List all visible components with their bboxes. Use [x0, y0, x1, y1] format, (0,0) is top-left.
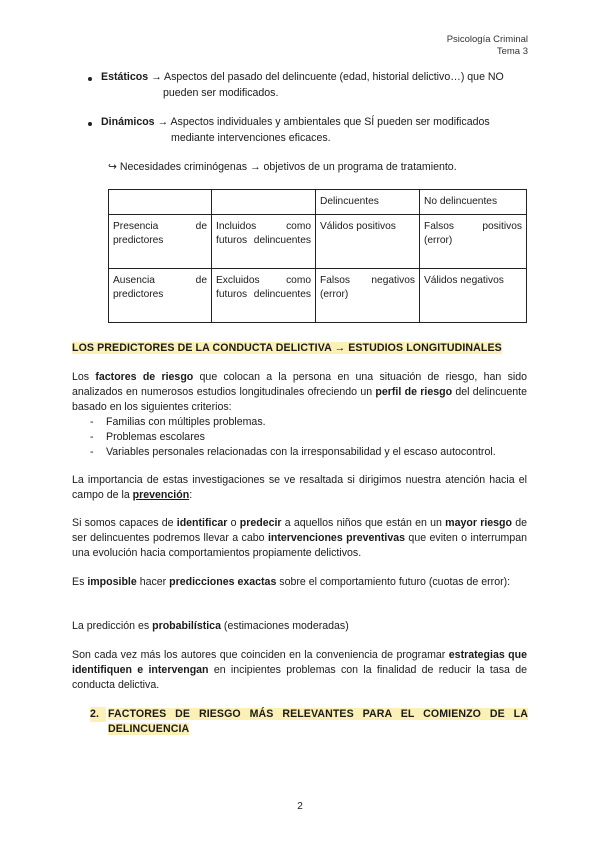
- term-perfil-de-riesgo: perfil de riesgo: [375, 386, 453, 398]
- text: (estimaciones moderadas): [220, 620, 349, 632]
- table-header-cell: No delincuentes: [420, 190, 527, 215]
- table-cell: Excluidos como futuros delincuentes: [212, 269, 316, 323]
- numbered-heading: [90, 707, 106, 722]
- bullet-term: Estáticos: [101, 71, 149, 83]
- term-estrategias: estrategias que identifiquen e intervengan: [72, 649, 527, 676]
- table-cell: Falsos negativos (error): [316, 269, 420, 323]
- paragraph-risk-factors: [72, 370, 527, 415]
- term-identificar: identificar: [176, 517, 228, 529]
- header-subject: Psicología Criminal: [446, 34, 528, 45]
- term-probabilistica: probabilística: [152, 620, 221, 632]
- table-row: [109, 269, 527, 323]
- paragraph-prevention: [72, 516, 527, 561]
- bullet-text: Aspectos individuales y ambientales que SÍ pueden ser modificados: [170, 116, 490, 128]
- list-item: - Familias con múltiples problemas.: [88, 415, 528, 430]
- bullet-text: Aspectos del pasado del delincuente (edad, historial delictivo…) que NO: [164, 71, 504, 83]
- text: que eviten o interrumpan una evolución hacia comportamientos propiamente delictivos.: [72, 532, 528, 559]
- section-heading-text: LOS PREDICTORES DE LA CONDUCTA DELICTIVA → ESTUDIOS LONGITUDINALES: [72, 342, 502, 354]
- table-cell: Falsos positivos (error): [420, 215, 527, 269]
- heading-number: 2.: [90, 707, 106, 722]
- text: Si somos capaces de: [72, 517, 177, 529]
- term-prevencion: prevención: [132, 489, 190, 501]
- text: :: [189, 489, 193, 501]
- table-header-cell: Delincuentes: [316, 190, 420, 215]
- text: Los: [72, 371, 96, 383]
- text: o: [227, 517, 240, 529]
- bullet-dot-icon: [88, 122, 92, 126]
- table-cell: Ausencia de predictores: [109, 269, 212, 323]
- table-cell: Válidos negativos: [420, 269, 527, 323]
- criminogenic-needs-note: ↪ Necesidades criminógenas → objetivos de un programa de tratamiento.: [108, 161, 457, 173]
- list-item: - Problemas escolares: [88, 430, 528, 445]
- term-factores-de-riesgo: factores de riesgo: [95, 371, 194, 383]
- table-cell: Presencia de predictores: [109, 215, 212, 269]
- text: La importancia de estas investigaciones se ve resaltada si dirigimos nuestra atención hacia el campo de la: [72, 474, 527, 501]
- paragraph-probabilistic: [72, 619, 527, 634]
- section-heading: [72, 341, 502, 356]
- text: hacer: [136, 576, 170, 588]
- bullet-term: Dinámicos: [101, 116, 155, 128]
- term-predecir: predecir: [239, 517, 282, 529]
- numbered-heading-text: [108, 707, 528, 737]
- bullet-dot-icon: [88, 77, 92, 81]
- header-unit: Tema 3: [496, 46, 528, 57]
- table-cell: Incluidos como futuros delincuentes: [212, 215, 316, 269]
- bullet-estaticos: [101, 70, 504, 85]
- prediction-table: [108, 189, 527, 323]
- text: a aquellos niños que están en un: [281, 517, 446, 529]
- text: del delincuente basado en los siguientes criterios:: [72, 386, 527, 413]
- text: Es: [72, 576, 88, 588]
- arrow-icon: →: [157, 116, 169, 128]
- bullet-estaticos-cont: pueden ser modificados.: [163, 87, 279, 99]
- term-mayor-riesgo: mayor riesgo: [445, 517, 512, 529]
- paragraph-impossible: [72, 575, 527, 590]
- text: en incipientes problemas con la finalidad de reducir la tasa de conducta delictiva.: [72, 664, 527, 691]
- bullet-dinamicos: [101, 115, 490, 130]
- paragraph-strategies: [72, 648, 527, 693]
- term-imposible: imposible: [87, 576, 137, 588]
- bullet-dinamicos-cont: mediante intervenciones eficaces.: [171, 132, 331, 144]
- text: Son cada vez más los autores que coinciden en la conveniencia de programar: [72, 649, 449, 661]
- text: sobre el comportamiento futuro (cuotas de error):: [276, 576, 511, 588]
- list-item: - Variables personales relacionadas con la irresponsabilidad y el escaso autocontrol.: [88, 445, 528, 460]
- criteria-list: [88, 415, 528, 460]
- term-predicciones-exactas: predicciones exactas: [169, 576, 277, 588]
- paragraph-importance: [72, 473, 527, 503]
- table-header-cell: [212, 190, 316, 215]
- text: La predicción es: [72, 620, 153, 632]
- table-cell: Válidos positivos: [316, 215, 420, 269]
- page-header: [447, 34, 528, 58]
- text: que colocan a la persona en una situación de riesgo, han sido analizados en numerosos estudios longitudinales ofreciendo un: [72, 371, 528, 398]
- heading-line-1: FACTORES DE RIESGO MÁS RELEVANTES PARA EL COMIENZO DE LA: [108, 708, 528, 720]
- text: de ser delincuentes podremos llevar a cabo: [72, 517, 527, 544]
- table-header-cell: [109, 190, 212, 215]
- heading-line-2: DELINCUENCIA: [108, 723, 190, 735]
- table-row: [109, 215, 527, 269]
- page-number: 2: [297, 801, 303, 812]
- arrow-icon: →: [151, 71, 162, 83]
- term-intervenciones-preventivas: intervenciones preventivas: [267, 532, 406, 544]
- table-header-row: [109, 190, 527, 215]
